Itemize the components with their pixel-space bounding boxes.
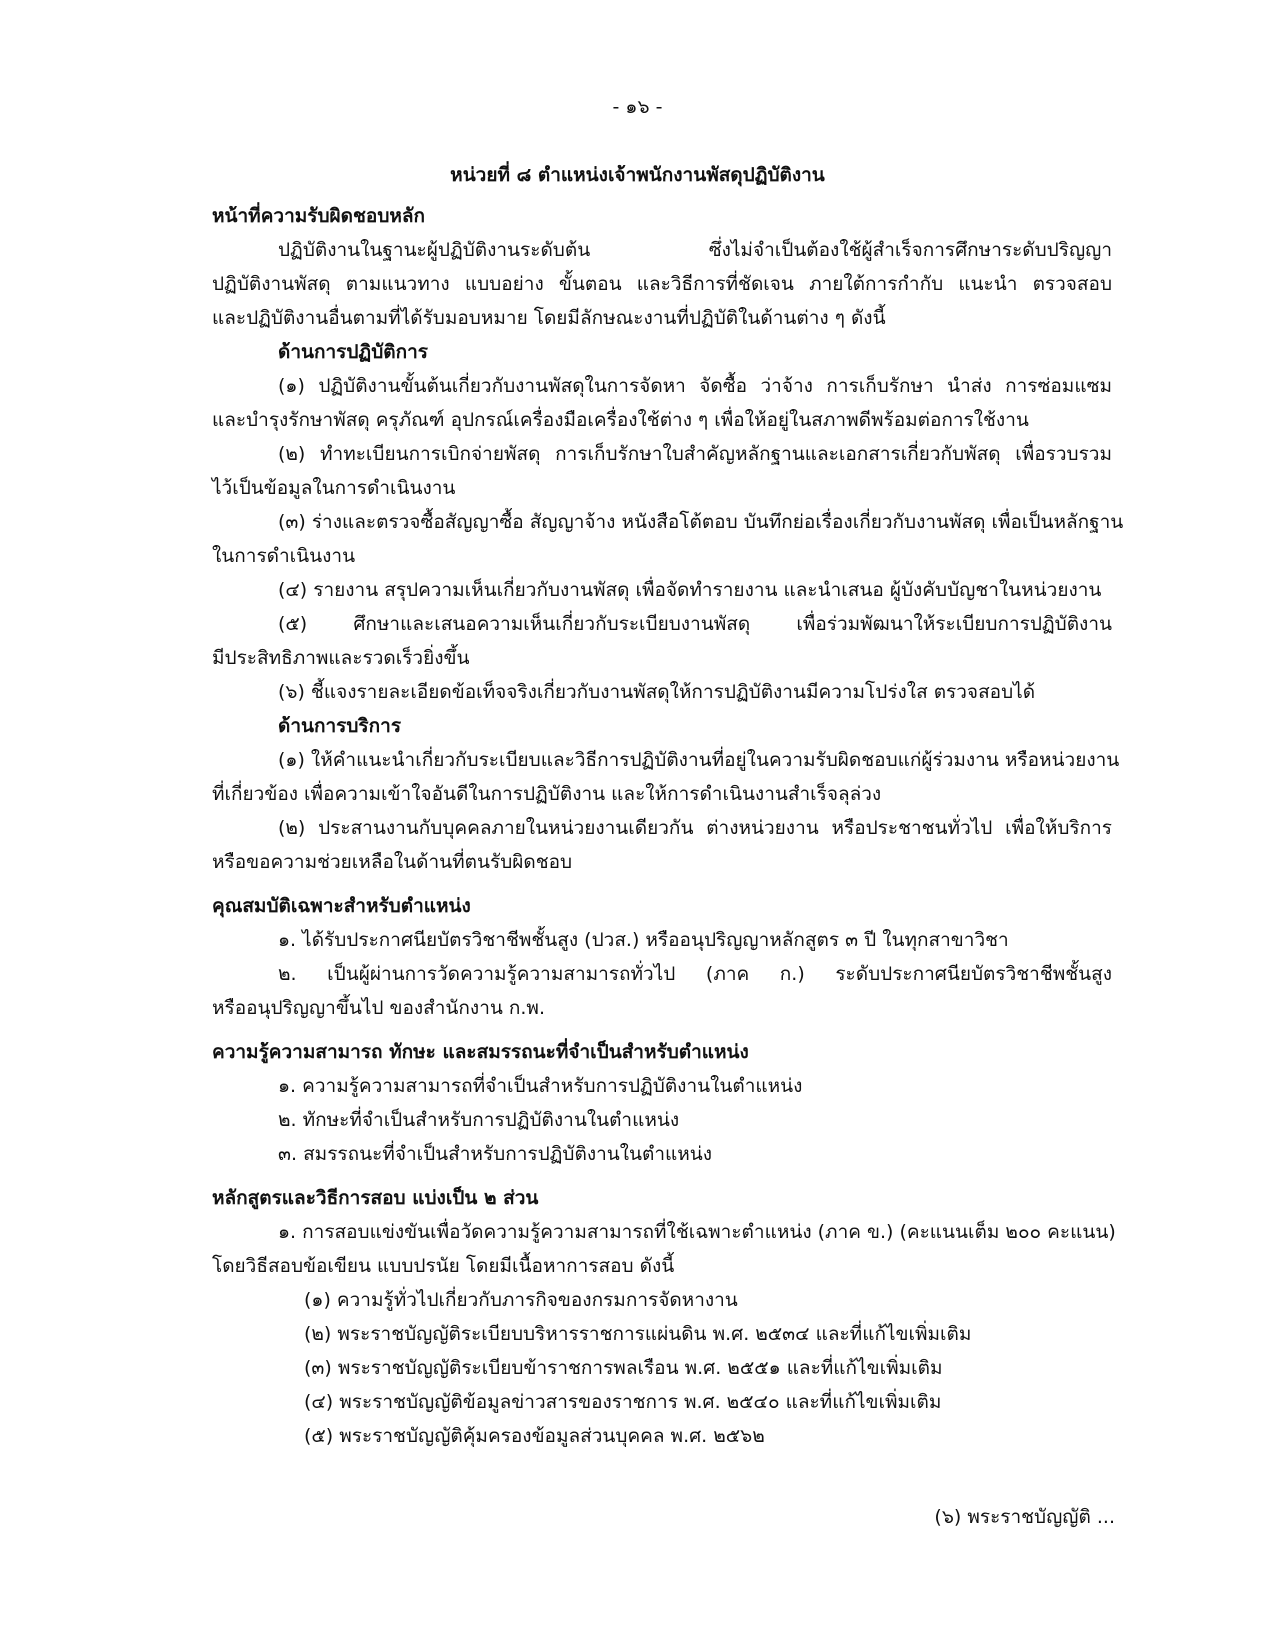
operation-6: (๖) ชี้แจงรายละเอียดข้อเท็จจริงเกี่ยวกับงานพัสดุให้การปฏิบัติงานมีความโปร่งใส ตรวจสอบได้ [278, 681, 1036, 703]
operation-4: (๔) รายงาน สรุปความเห็นเกี่ยวกับงานพัสดุ เพื่อจัดทำรายงาน และนำเสนอ ผู้บังคับบัญชาในหน่วยงาน [278, 579, 1102, 601]
operations-heading: ด้านการปฏิบัติการ [278, 341, 428, 363]
operation-2-line-1: (๒) ทำทะเบียนการเบิกจ่ายพัสดุ การเก็บรักษาใบสำคัญหลักฐานและเอกสารเกี่ยวกับพัสดุ เพื่อรวบรวม [278, 443, 1112, 465]
exam-part-1-line-1: ๑. การสอบแข่งขันเพื่อวัดความรู้ความสามารถที่ใช้เฉพาะตำแหน่ง (ภาค ข.) (คะแนนเต็ม ๒๐๐ คะแนน) [278, 1221, 1116, 1243]
qualifications-heading: คุณสมบัติเฉพาะสำหรับตำแหน่ง [212, 895, 471, 917]
exam-topic: (๓) พระราชบัญญัติระเบียบข้าราชการพลเรือน พ.ศ. ๒๕๕๑ และที่แก้ไขเพิ่มเติม [304, 1357, 943, 1379]
page-number: - ๑๖ - [612, 96, 663, 118]
duties-intro-line-3: และปฏิบัติงานอื่นตามที่ได้รับมอบหมาย โดยมีลักษณะงานที่ปฏิบัติในด้านต่าง ๆ ดังนี้ [212, 307, 886, 329]
exam-topic: (๒) พระราชบัญญัติระเบียบบริหารราชการแผ่นดิน พ.ศ. ๒๕๓๔ และที่แก้ไขเพิ่มเติม [304, 1323, 972, 1345]
operation-1-line-1: (๑) ปฏิบัติงานขั้นต้นเกี่ยวกับงานพัสดุในการจัดหา จัดซื้อ ว่าจ้าง การเก็บรักษา นำส่ง การซ่อมแซม [278, 375, 1112, 397]
qualification-1: ๑. ได้รับประกาศนียบัตรวิชาชีพชั้นสูง (ปวส.) หรืออนุปริญญาหลักสูตร ๓ ปี ในทุกสาขาวิชา [278, 929, 1009, 951]
operation-2-line-2: ไว้เป็นข้อมูลในการดำเนินงาน [212, 477, 456, 499]
exam-topic: (๕) พระราชบัญญัติคุ้มครองข้อมูลส่วนบุคคล พ.ศ. ๒๕๖๒ [304, 1425, 765, 1447]
competency-item: ๒. ทักษะที่จำเป็นสำหรับการปฏิบัติงานในตำแหน่ง [278, 1109, 680, 1131]
exam-topic: (๔) พระราชบัญญัติข้อมูลข่าวสารของราชการ พ.ศ. ๒๕๔๐ และที่แก้ไขเพิ่มเติม [304, 1391, 942, 1413]
service-1-line-2: ที่เกี่ยวข้อง เพื่อความเข้าใจอันดีในการปฏิบัติงาน และให้การดำเนินงานสำเร็จลุล่วง [212, 783, 882, 805]
service-1-line-1: (๑) ให้คำแนะนำเกี่ยวกับระเบียบและวิธีการปฏิบัติงานที่อยู่ในความรับผิดชอบแก่ผู้ร่วมงาน หรือหน่วยงาน [278, 749, 1120, 771]
service-2-line-2: หรือขอความช่วยเหลือในด้านที่ตนรับผิดชอบ [212, 851, 573, 873]
page-title: หน่วยที่ ๘ ตำแหน่งเจ้าพนักงานพัสดุปฏิบัติงาน [450, 164, 825, 186]
document-body [212, 199, 1124, 1453]
operation-1-line-2: และบำรุงรักษาพัสดุ ครุภัณฑ์ อุปกรณ์เครื่องมือเครื่องใช้ต่าง ๆ เพื่อให้อยู่ในสภาพดีพร้อมต่อการใช้งาน [212, 409, 1029, 431]
competency-item: ๑. ความรู้ความสามารถที่จำเป็นสำหรับการปฏิบัติงานในตำแหน่ง [278, 1075, 803, 1097]
qualification-2-line-1: ๒. เป็นผู้ผ่านการวัดความรู้ความสามารถทั่วไป (ภาค ก.) ระดับประกาศนียบัตรวิชาชีพชั้นสูง [278, 963, 1112, 985]
operation-5-line-2: มีประสิทธิภาพและรวดเร็วยิ่งขึ้น [212, 647, 470, 669]
duties-heading: หน้าที่ความรับผิดชอบหลัก [212, 205, 426, 227]
operation-3-line-1: (๓) ร่างและตรวจซื้อสัญญาซื้อ สัญญาจ้าง หนังสือโต้ตอบ บันทึกย่อเรื่องเกี่ยวกับงานพัสดุ เพื่อเป็นหลักฐาน [278, 511, 1124, 533]
competency-item: ๓. สมรรถนะที่จำเป็นสำหรับการปฏิบัติงานในตำแหน่ง [278, 1143, 713, 1165]
qualification-2-line-2: หรืออนุปริญญาขึ้นไป ของสำนักงาน ก.พ. [212, 997, 546, 1019]
operation-5-line-1: (๕) ศึกษาและเสนอความเห็นเกี่ยวกับระเบียบงานพัสดุ เพื่อร่วมพัฒนาให้ระเบียบการปฏิบัติงาน [278, 613, 1112, 635]
exam-part-1-line-2: โดยวิธีสอบข้อเขียน แบบปรนัย โดยมีเนื้อหาการสอบ ดังนี้ [212, 1255, 675, 1277]
duties-intro-line-2: ปฏิบัติงานพัสดุ ตามแนวทาง แบบอย่าง ขั้นตอน และวิธีการที่ชัดเจน ภายใต้การกำกับ แนะนำ ตรวจสอบ [212, 273, 1112, 295]
competencies-heading: ความรู้ความสามารถ ทักษะ และสมรรถนะที่จำเป็นสำหรับตำแหน่ง [212, 1041, 749, 1063]
exam-heading: หลักสูตรและวิธีการสอบ แบ่งเป็น ๒ ส่วน [212, 1187, 539, 1209]
operation-3-line-2: ในการดำเนินงาน [212, 545, 356, 567]
service-2-line-1: (๒) ประสานงานกับบุคคลภายในหน่วยงานเดียวกัน ต่างหน่วยงาน หรือประชาชนทั่วไป เพื่อให้บริการ [278, 817, 1112, 839]
continuation-note: (๖) พระราชบัญญัติ ... [934, 1506, 1115, 1528]
exam-topic: (๑) ความรู้ทั่วไปเกี่ยวกับภารกิจของกรมการจัดหางาน [304, 1289, 738, 1311]
service-heading: ด้านการบริการ [278, 715, 402, 737]
duties-intro-line-1: ปฏิบัติงานในฐานะผู้ปฏิบัติงานระดับต้น ซึ่งไม่จำเป็นต้องใช้ผู้สำเร็จการศึกษาระดับปริญญา [278, 239, 1112, 261]
